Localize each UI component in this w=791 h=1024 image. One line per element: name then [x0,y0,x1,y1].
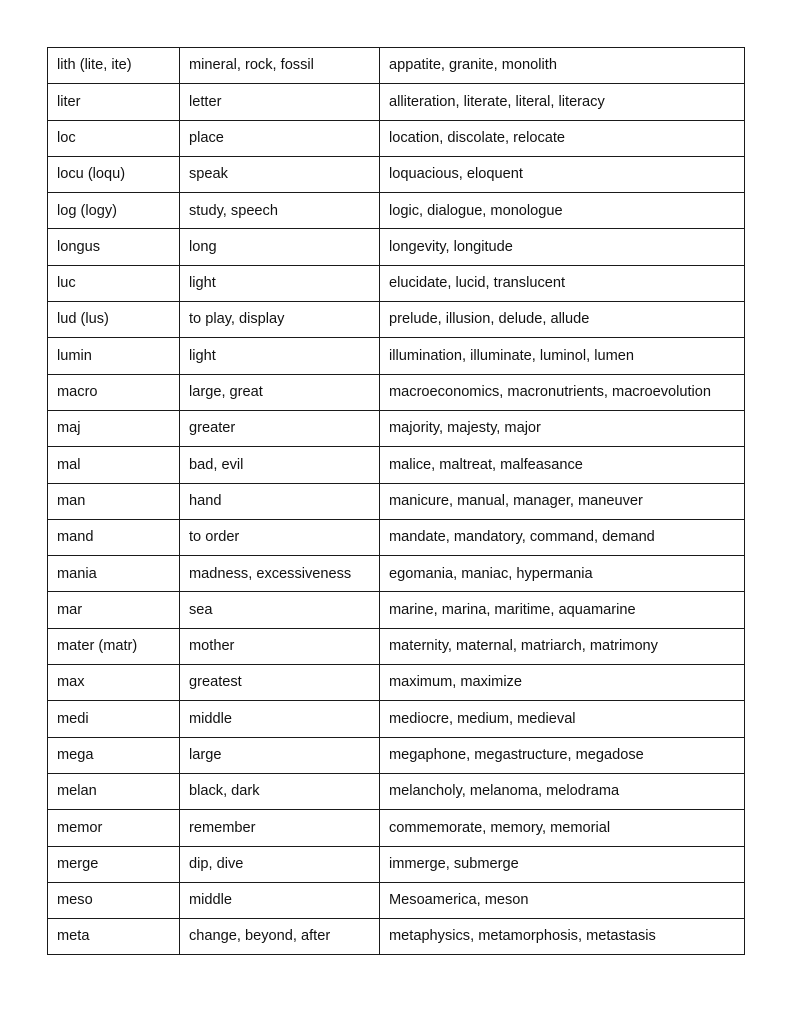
meaning-cell: greatest [180,665,380,701]
examples-cell: majority, majesty, major [380,410,745,446]
examples-cell: maternity, maternal, matriarch, matrimony [380,628,745,664]
meaning-cell: hand [180,483,380,519]
table-row [48,665,745,701]
table-row [48,592,745,628]
examples-cell: malice, maltreat, malfeasance [380,447,745,483]
meaning-cell: sea [180,592,380,628]
meaning-cell: large, great [180,374,380,410]
examples-cell: elucidate, lucid, translucent [380,265,745,301]
meaning-cell: letter [180,84,380,120]
examples-cell: loquacious, eloquent [380,156,745,192]
meaning-cell: bad, evil [180,447,380,483]
examples-cell: immerge, submerge [380,846,745,882]
root-cell: merge [48,846,180,882]
examples-cell: mandate, mandatory, command, demand [380,519,745,555]
root-cell: macro [48,374,180,410]
meaning-cell: remember [180,810,380,846]
root-cell: max [48,665,180,701]
root-cell: meso [48,882,180,918]
meaning-cell: to play, display [180,302,380,338]
meaning-cell: light [180,265,380,301]
root-cell: mal [48,447,180,483]
root-cell: locu (loqu) [48,156,180,192]
root-cell: mania [48,556,180,592]
table-row [48,919,745,955]
root-cell: medi [48,701,180,737]
table-body [48,48,745,955]
table-row [48,519,745,555]
examples-cell: prelude, illusion, delude, allude [380,302,745,338]
meaning-cell: madness, excessiveness [180,556,380,592]
table-row [48,156,745,192]
root-cell: lith (lite, ite) [48,48,180,84]
table-row [48,265,745,301]
root-cell: meta [48,919,180,955]
root-cell: lud (lus) [48,302,180,338]
table-row [48,773,745,809]
meaning-cell: change, beyond, after [180,919,380,955]
table-row [48,447,745,483]
examples-cell: Mesoamerica, meson [380,882,745,918]
root-cell: memor [48,810,180,846]
table-row [48,48,745,84]
examples-cell: mediocre, medium, medieval [380,701,745,737]
examples-cell: logic, dialogue, monologue [380,193,745,229]
table-row [48,338,745,374]
table-row [48,374,745,410]
examples-cell: macroeconomics, macronutrients, macroevolution [380,374,745,410]
table-row [48,628,745,664]
examples-cell: maximum, maximize [380,665,745,701]
meaning-cell: greater [180,410,380,446]
root-cell: luc [48,265,180,301]
examples-cell: appatite, granite, monolith [380,48,745,84]
table-row [48,483,745,519]
examples-cell: metaphysics, metamorphosis, metastasis [380,919,745,955]
meaning-cell: large [180,737,380,773]
examples-cell: egomania, maniac, hypermania [380,556,745,592]
examples-cell: illumination, illuminate, luminol, lumen [380,338,745,374]
meaning-cell: speak [180,156,380,192]
root-cell: loc [48,120,180,156]
examples-cell: alliteration, literate, literal, literacy [380,84,745,120]
table-row [48,120,745,156]
root-cell: mega [48,737,180,773]
meaning-cell: mother [180,628,380,664]
meaning-cell: dip, dive [180,846,380,882]
root-cell: mar [48,592,180,628]
root-cell: man [48,483,180,519]
meaning-cell: light [180,338,380,374]
table-row [48,84,745,120]
root-cell: mand [48,519,180,555]
meaning-cell: study, speech [180,193,380,229]
table-row [48,810,745,846]
examples-cell: melancholy, melanoma, melodrama [380,773,745,809]
examples-cell: megaphone, megastructure, megadose [380,737,745,773]
root-cell: melan [48,773,180,809]
table-row [48,882,745,918]
table-row [48,846,745,882]
meaning-cell: mineral, rock, fossil [180,48,380,84]
root-cell: liter [48,84,180,120]
word-roots-table [47,47,745,955]
examples-cell: longevity, longitude [380,229,745,265]
table-row [48,410,745,446]
root-cell: lumin [48,338,180,374]
table-row [48,737,745,773]
examples-cell: manicure, manual, manager, maneuver [380,483,745,519]
examples-cell: marine, marina, maritime, aquamarine [380,592,745,628]
root-cell: log (logy) [48,193,180,229]
table-row [48,701,745,737]
table-row [48,193,745,229]
root-cell: mater (matr) [48,628,180,664]
table-row [48,556,745,592]
examples-cell: location, discolate, relocate [380,120,745,156]
meaning-cell: middle [180,882,380,918]
meaning-cell: long [180,229,380,265]
root-cell: longus [48,229,180,265]
table-row [48,302,745,338]
meaning-cell: black, dark [180,773,380,809]
meaning-cell: place [180,120,380,156]
meaning-cell: to order [180,519,380,555]
root-cell: maj [48,410,180,446]
table-row [48,229,745,265]
examples-cell: commemorate, memory, memorial [380,810,745,846]
meaning-cell: middle [180,701,380,737]
